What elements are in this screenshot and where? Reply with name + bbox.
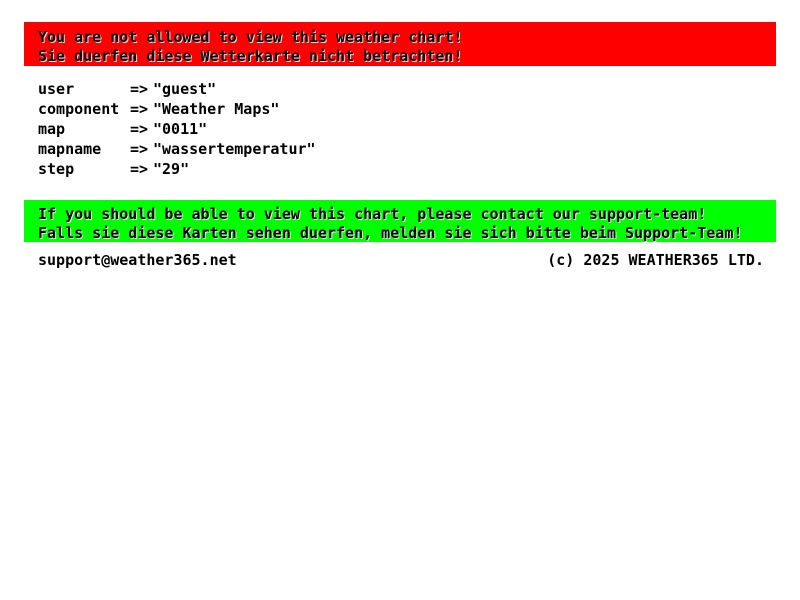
access-denied-page: [0, 0, 800, 270]
support-email: support@weather365.net: [38, 251, 237, 269]
footer: [24, 250, 776, 270]
kv-value: "Weather Maps": [153, 100, 280, 118]
kv-arrow: =>: [130, 160, 149, 178]
kv-key: user: [38, 80, 75, 98]
kv-row-mapname: [38, 139, 776, 159]
info-banner: [24, 200, 776, 242]
kv-row-user: [38, 79, 776, 99]
kv-row-map: [38, 119, 776, 139]
alert-line-de: Sie duerfen diese Wetterkarte nicht betrachten!: [38, 47, 463, 65]
info-line-en: If you should be able to view this chart, please contact our support-team!: [38, 205, 707, 223]
kv-arrow: =>: [130, 100, 149, 118]
kv-arrow: =>: [130, 120, 149, 138]
kv-value: "0011": [153, 120, 208, 138]
alert-line-en: You are not allowed to view this weather chart!: [38, 28, 463, 46]
kv-value: "guest": [153, 80, 217, 98]
kv-key: map: [38, 120, 66, 138]
alert-banner: [24, 22, 776, 66]
kv-arrow: =>: [130, 80, 149, 98]
kv-row-step: [38, 159, 776, 179]
kv-value: "wassertemperatur": [153, 140, 316, 158]
info-line-de: Falls sie diese Karten sehen duerfen, melden sie sich bitte beim Support-Team!: [38, 224, 743, 242]
kv-key: mapname: [38, 140, 102, 158]
kv-value: "29": [153, 160, 190, 178]
request-details-list: [38, 79, 776, 179]
kv-key: step: [38, 160, 75, 178]
kv-key: component: [38, 100, 120, 118]
copyright-notice: (c) 2025 WEATHER365 LTD.: [547, 251, 764, 269]
kv-arrow: =>: [130, 140, 149, 158]
kv-row-component: [38, 99, 776, 119]
